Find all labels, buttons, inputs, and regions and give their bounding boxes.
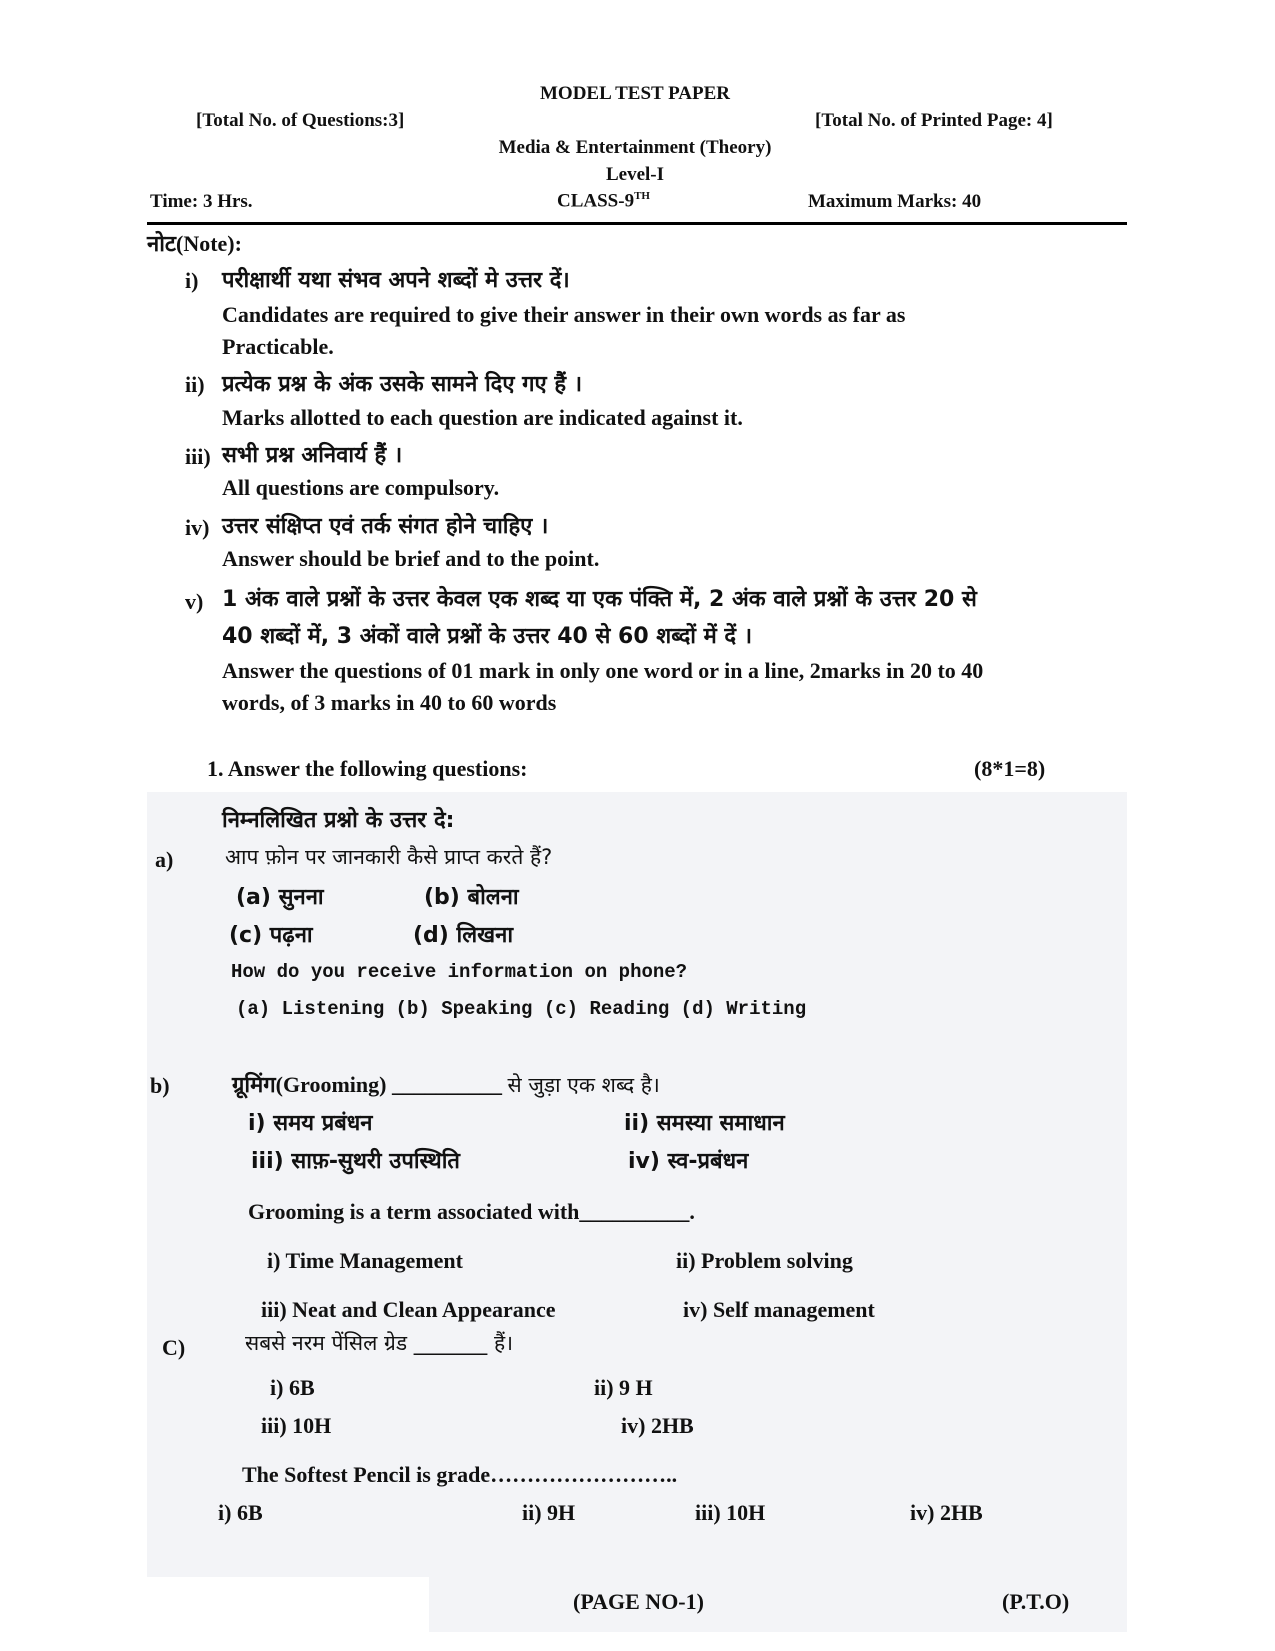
note-en: All questions are compulsory. bbox=[222, 475, 500, 500]
qc-option-en: iii) 10H bbox=[695, 1500, 766, 1525]
class-label: CLASS-9TH bbox=[557, 190, 650, 212]
note-hi: 40 शब्दों में, 3 अंकों वाले प्रश्नों के उत्तर 40 से 60 शब्दों में दें । bbox=[222, 624, 753, 649]
total-questions: [Total No. of Questions:3] bbox=[196, 110, 405, 131]
qa-option-hi: (c) पढ़ना bbox=[229, 923, 313, 948]
q1-heading: 1. Answer the following questions: bbox=[207, 756, 528, 781]
qc-option-en: ii) 9H bbox=[522, 1500, 576, 1525]
qb-option-hi: iv) स्व-प्रबंधन bbox=[628, 1149, 749, 1174]
note-num: iii) bbox=[185, 444, 211, 469]
qb-option-en: i) Time Management bbox=[267, 1248, 463, 1273]
time-allowed: Time: 3 Hrs. bbox=[150, 191, 253, 212]
note-hi: परीक्षार्थी यथा संभव अपने शब्दों मे उत्तर दें। bbox=[222, 268, 570, 293]
qb-option-hi: iii) साफ़-सुथरी उपस्थिति bbox=[251, 1149, 460, 1174]
note-hi: प्रत्येक प्रश्न के अंक उसके सामने दिए गए हैं । bbox=[222, 372, 583, 397]
please-turn-over: (P.T.O) bbox=[1002, 1589, 1070, 1614]
level: Level-I bbox=[605, 164, 665, 185]
qb-question-en: Grooming is a term associated with__________. bbox=[248, 1199, 695, 1224]
qc-label: C) bbox=[162, 1335, 186, 1360]
note-en: words, of 3 marks in 40 to 60 words bbox=[222, 690, 557, 715]
qc-option: iv) 2HB bbox=[621, 1413, 694, 1438]
qa-option-hi: (b) बोलना bbox=[424, 885, 519, 910]
page-number: (PAGE NO-1) bbox=[573, 1589, 704, 1614]
q1-marks: (8*1=8) bbox=[974, 756, 1046, 781]
total-pages: [Total No. of Printed Page: 4] bbox=[815, 110, 1053, 131]
qb-option-hi: i) समय प्रबंधन bbox=[248, 1111, 373, 1136]
note-hi: उत्तर संक्षिप्त एवं तर्क संगत होने चाहिए । bbox=[222, 514, 549, 539]
note-hi: सभी प्रश्न अनिवार्य हैं । bbox=[222, 443, 403, 468]
note-en: Practicable. bbox=[222, 334, 334, 359]
qc-question-hi: सबसे नरम पेंसिल ग्रेड _______ हैं। bbox=[245, 1331, 514, 1355]
note-num: v) bbox=[185, 589, 204, 614]
qa-option-hi: (a) सुनना bbox=[236, 885, 324, 910]
maximum-marks: Maximum Marks: 40 bbox=[808, 191, 982, 212]
note-num: i) bbox=[185, 268, 199, 293]
note-en: Marks allotted to each question are indicated against it. bbox=[222, 405, 743, 430]
qb-label: b) bbox=[150, 1073, 170, 1098]
qc-option: iii) 10H bbox=[261, 1413, 332, 1438]
qb-option-en: iii) Neat and Clean Appearance bbox=[261, 1297, 556, 1322]
q1-heading-hi: निम्नलिखित प्रश्नो के उत्तर दे: bbox=[222, 808, 455, 833]
note-en: Answer should be brief and to the point. bbox=[222, 546, 600, 571]
paper-title: MODEL TEST PAPER bbox=[539, 83, 731, 104]
qa-question-en: How do you receive information on phone? bbox=[231, 961, 688, 983]
subject: Media & Entertainment (Theory) bbox=[498, 137, 772, 158]
note-hi: 1 अंक वाले प्रश्नों के उत्तर केवल एक शब्द या एक पंक्ति में, 2 अंक वाले प्रश्नों के उत्तर 20 से bbox=[222, 587, 977, 612]
note-num: iv) bbox=[185, 515, 210, 540]
qc-question-en: The Softest Pencil is grade…………………….. bbox=[242, 1462, 678, 1487]
note-en: Answer the questions of 01 mark in only one word or in a line, 2marks in 20 to 40 bbox=[222, 658, 984, 683]
qc-option: i) 6B bbox=[270, 1375, 315, 1400]
qc-option-en: i) 6B bbox=[218, 1500, 263, 1525]
qb-question-hi: ग्रूमिंग(Grooming) __________ से जुड़ा एक शब्द है। bbox=[232, 1072, 660, 1098]
header-rule bbox=[147, 222, 1127, 225]
qc-option-en: iv) 2HB bbox=[910, 1500, 983, 1525]
note-en: Candidates are required to give their answer in their own words as far as bbox=[222, 302, 906, 327]
qb-option-en: iv) Self management bbox=[683, 1297, 875, 1322]
qb-option-hi: ii) समस्या समाधान bbox=[624, 1111, 785, 1136]
qa-question-hi: आप फ़ोन पर जानकारी कैसे प्राप्त करते हैं? bbox=[225, 845, 553, 869]
qa-label: a) bbox=[155, 847, 174, 872]
qa-option-hi: (d) लिखना bbox=[413, 923, 514, 948]
blank-region bbox=[147, 1577, 429, 1651]
qc-option: ii) 9 H bbox=[594, 1375, 653, 1400]
qb-option-en: ii) Problem solving bbox=[676, 1248, 853, 1273]
note-num: ii) bbox=[185, 372, 205, 397]
note-heading: नोट(Note): bbox=[147, 231, 242, 257]
qa-options-en: (a) Listening (b) Speaking (c) Reading (d) Writing bbox=[236, 998, 807, 1020]
